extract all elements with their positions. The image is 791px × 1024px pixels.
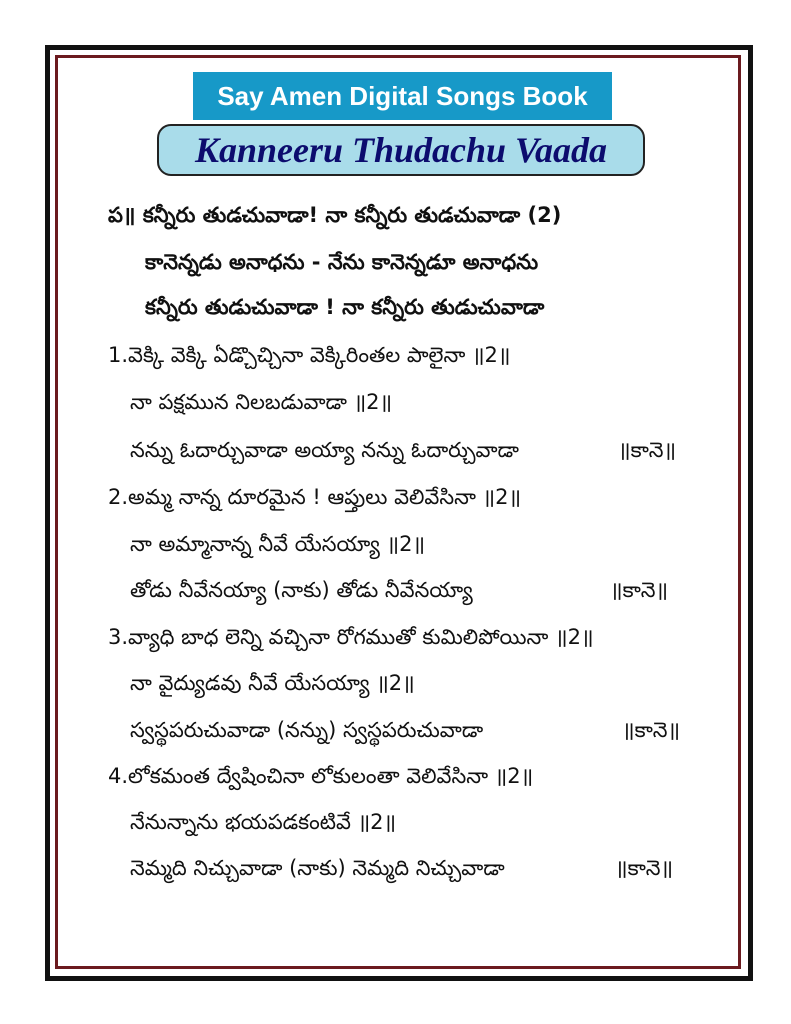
verse-line: 3.వ్యాధి బాధ లెన్ని వచ్చినా రోగముతో కుమిలిపోయినా ॥2॥ [108, 625, 594, 649]
song-title: Kanneeru Thudachu Vaada [157, 124, 645, 176]
verse-line: 4.లోకమంత ద్వేషించినా లోకులంతా వెలివేసినా ॥2॥ [108, 764, 534, 788]
verse-line [130, 715, 690, 745]
verse-line: నా వైద్యుడవు నీవే యేసయ్యా ॥2॥ [130, 671, 415, 695]
verse-line: నేనున్నాను భయపడకంటివే ॥2॥ [130, 810, 397, 834]
refrain-marker: ॥కానె॥ [610, 578, 669, 602]
book-banner: Say Amen Digital Songs Book [193, 72, 612, 120]
verse-line [130, 575, 690, 605]
verse-text: స్వస్థపరుచువాడా (నన్ను) స్వస్థపరుచువాడా [130, 718, 484, 742]
chorus-line: కన్నీరు తుడుచువాడా ! నా కన్నీరు తుడుచువాడా [145, 295, 545, 319]
verse-line [130, 435, 690, 465]
chorus-line: కానెన్నడు అనాధను - నేను కానెన్నడూ అనాధను [145, 250, 539, 274]
chorus-line: ప॥ కన్నీరు తుడచువాడా! నా కన్నీరు తుడచువాడా (2) [108, 203, 562, 227]
verse-line: నా పక్షమున నిలబడువాడా ॥2॥ [130, 390, 393, 414]
refrain-marker: ॥కానె॥ [615, 856, 674, 880]
verse-text: నన్ను ఓదార్చువాడా అయ్యా నన్ను ఓదార్చువాడా [130, 438, 519, 462]
verse-line [130, 853, 690, 883]
refrain-marker: ॥కానె॥ [618, 438, 677, 462]
verse-text: నెమ్మది నిచ్చువాడా (నాకు) నెమ్మది నిచ్చువాడా [130, 856, 505, 880]
verse-line: 2.అమ్మ నాన్న దూరమైన ! ఆప్తులు వెలివేసినా ॥2॥ [108, 485, 522, 509]
refrain-marker: ॥కానె॥ [622, 718, 681, 742]
verse-line: 1.వెక్కి వెక్కి ఏడ్చొచ్చినా వెక్కిరింతల పాలైనా ॥2॥ [108, 343, 511, 367]
verse-text: తోడు నీవేనయ్యా (నాకు) తోడు నీవేనయ్యా [130, 578, 473, 602]
verse-line: నా అమ్మానాన్న నీవే యేసయ్యా ॥2॥ [130, 532, 426, 556]
